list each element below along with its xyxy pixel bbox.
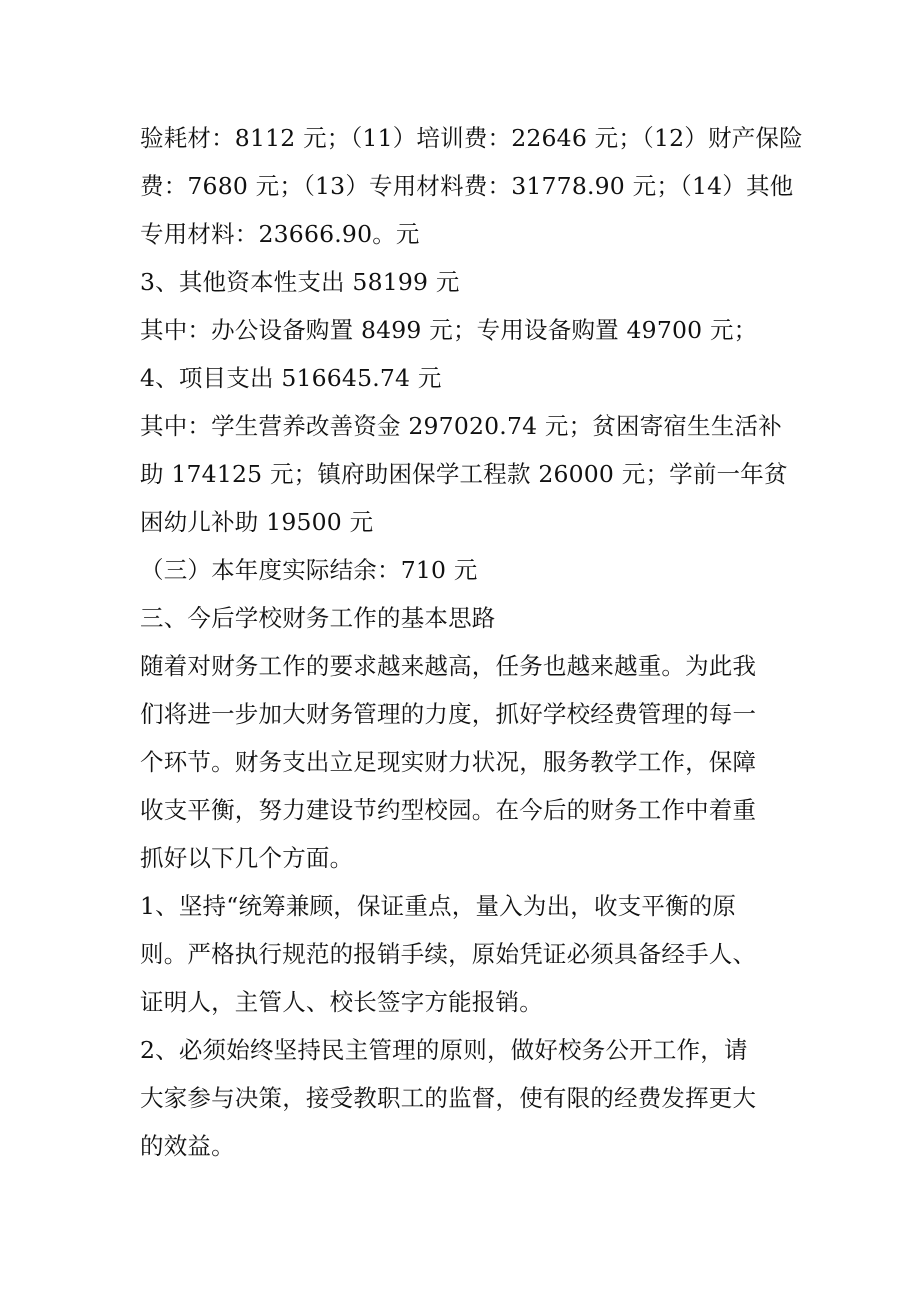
text-line-22: 的效益。 <box>140 1132 235 1160</box>
text-line-13: 们将进一步加大财务管理的力度，抓好学校经费管理的每一 <box>140 700 757 728</box>
text-line-8: 助 174125 元；镇府助困保学工程款 26000 元；学前一年贫 <box>140 460 788 488</box>
text-line-2: 费：7680 元；（13）专用材料费：31778.90 元；（14）其他 <box>140 172 794 200</box>
text-line-19: 证明人，主管人、校长签字方能报销。 <box>140 988 543 1016</box>
heading-project-expenditure: 4、项目支出 516645.74 元 <box>140 364 442 392</box>
text-line-21: 大家参与决策，接受教职工的监督，使有限的经费发挥更大 <box>140 1084 757 1112</box>
text-line-20: 2、必须始终坚持民主管理的原则，做好校务公开工作，请 <box>140 1036 748 1064</box>
text-line-9: 困幼儿补助 19500 元 <box>140 508 374 536</box>
text-line-5: 其中：办公设备购置 8499 元；专用设备购置 49700 元； <box>140 316 758 344</box>
text-line-7: 其中：学生营养改善资金 297020.74 元；贫困寄宿生生活补 <box>140 412 782 440</box>
text-line-14: 个环节。财务支出立足现实财力状况，服务教学工作，保障 <box>140 748 757 776</box>
text-line-12: 随着对财务工作的要求越来越高，任务也越来越重。为此我 <box>140 652 757 680</box>
text-line-16: 抓好以下几个方面。 <box>140 844 354 872</box>
heading-other-capital-expenditure: 3、其他资本性支出 58199 元 <box>140 268 460 296</box>
text-line-18: 则。严格执行规范的报销手续，原始凭证必须具备经手人、 <box>140 940 757 968</box>
document-body <box>140 114 803 1170</box>
text-line-3: 专用材料：23666.90。元 <box>140 220 420 248</box>
heading-actual-balance: （三）本年度实际结余：710 元 <box>140 556 478 584</box>
text-line-17: 1、坚持“统筹兼顾，保证重点，量入为出，收支平衡的原 <box>140 892 737 920</box>
text-line-15: 收支平衡，努力建设节约型校园。在今后的财务工作中着重 <box>140 796 757 824</box>
text-line-1: 验耗材：8112 元；（11）培训费：22646 元；（12）财产保险 <box>140 124 803 152</box>
section-heading-future-work: 三、今后学校财务工作的基本思路 <box>140 604 496 632</box>
